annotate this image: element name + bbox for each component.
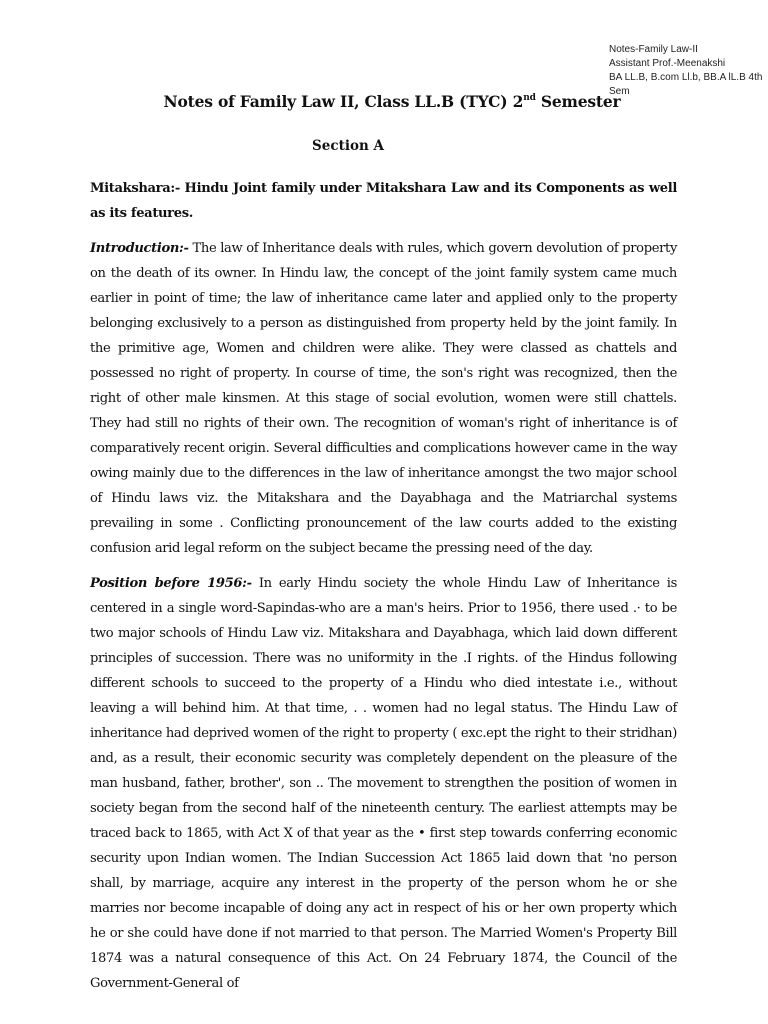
header-note-line: Sem (609, 86, 630, 97)
position-before-1956-text: In early Hindu society the whole Hindu Law of Inheritance is centered in a single word-Sapindas-who are a man's heirs. Prior to 1956, there used .· to be two major schools of Hindu Law viz. Mitakshara and Dayabhaga, which laid down different principles of succession. There was no uniformity in the .I rights. of the Hindus following different schools to succeed to the property of a Hindu who died intestate i.e., without leaving a will behind him. At that time, . . women had no legal status. The Hindu Law of inheritance had deprived women of the right to property ( exc.ept the right to their stridhan) and, as a result, their economic security was completely dependent on the pleasure of the man husband, father, brother', son .. The movement to strengthen the position of women in society began from the second half of the nineteenth century. The earliest attempts may be traced back to 1865, with Act X of that year as the • first step towards conferring economic security upon Indian women. The Indian Succession Act 1865 laid down that 'no person shall, by marriage, acquire any interest in the property of the person whom he or she marries nor become incapable of doing any act in respect of his or her own property which he or she could have done if not married to that person. The Married Women's Property Bill 1874 was a natural consequence of this Act. On 24 February 1874, the Council of the Government-General of (90, 576, 677, 991)
introduction-text: The law of Inheritance deals with rules, which govern devolution of property on the death of its owner. In Hindu law, the concept of the joint family system came much earlier in point of time; the law of inheritance came later and applied only to the property belonging exclusively to a person as distinguished from property held by the joint family. In the primitive age, Women and children were alike. They were classed as chattels and possessed no right of property. In course of time, the son's right was recognized, then the right of other male kinsmen. At this stage of social evolution, women were still chattels. They had still no rights of their own. The recognition of woman's right of inheritance is of comparatively recent origin. Several difficulties and complications however came in the way owing mainly due to the differences in the law of inheritance amongst the two major school of Hindu laws viz. the Mitakshara and the Dayabhaga and the Matriarchal systems prevailing in some . Conflicting pronouncement of the law courts added to the existing confusion arid legal reform on the subject became the pressing need of the day. (90, 241, 677, 556)
header-note (609, 43, 767, 99)
document-title-end: Semester (535, 92, 621, 111)
introduction-label: Introduction:- (90, 241, 189, 256)
document-body (90, 176, 677, 1006)
section-heading: Section A (312, 138, 384, 154)
document-title (0, 92, 768, 111)
position-before-1956-paragraph (90, 571, 677, 996)
header-note-line: Notes-Family Law-II (609, 44, 698, 55)
position-before-1956-label: Position before 1956:- (90, 576, 252, 591)
topic-heading: Mitakshara:- Hindu Joint family under Mitakshara Law and its Components as well as its features. (90, 181, 677, 221)
document-title-superscript: nd (523, 92, 536, 103)
header-note-line: Assistant Prof.-Meenakshi (609, 58, 726, 69)
header-note-line: BA LL.B, B.com Ll.b, BB.A lL.B 4th (609, 72, 763, 83)
introduction-paragraph (90, 236, 677, 561)
document-title-main: Notes of Family Law II, Class LL.B (TYC) 2 (163, 92, 524, 111)
